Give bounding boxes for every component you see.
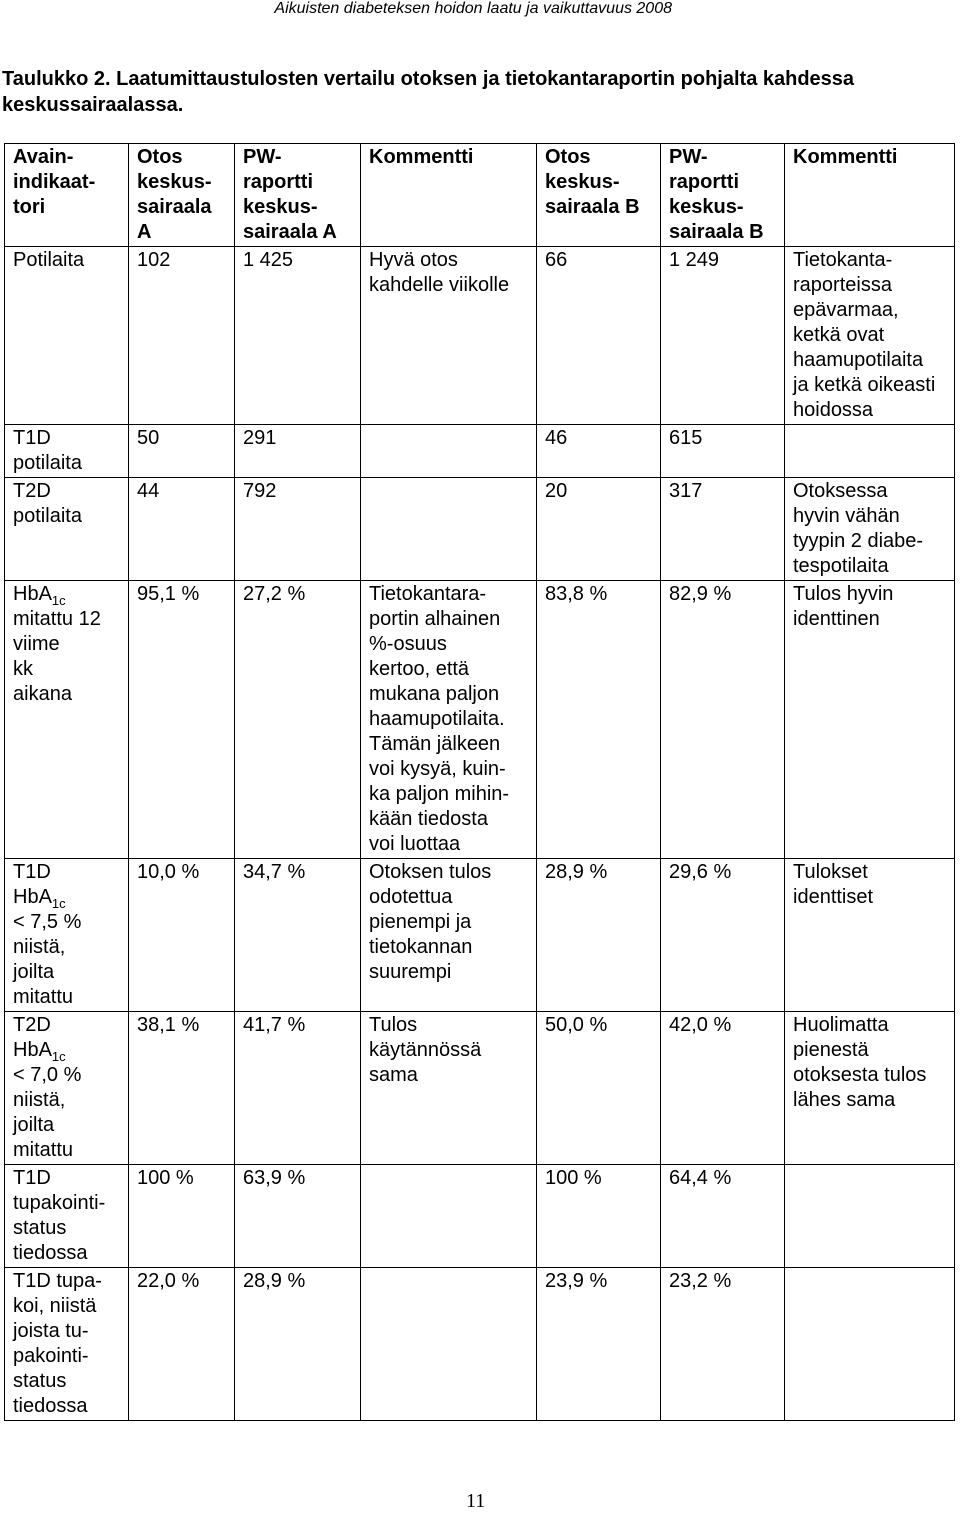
comparison-table: [4, 143, 955, 1421]
pw-report-a-value: 27,2 %: [235, 581, 361, 859]
pw-report-b-value: 1 249: [661, 247, 785, 425]
sample-b-value: 100 %: [537, 1165, 661, 1268]
sample-a-value: 50: [129, 425, 235, 478]
column-header-pw-report-a: PW- raportti keskus- sairaala A: [235, 144, 361, 247]
sample-a-value: 38,1 %: [129, 1012, 235, 1165]
sample-b-value: 66: [537, 247, 661, 425]
comment-a: [361, 1268, 537, 1421]
sample-a-value: 10,0 %: [129, 859, 235, 1012]
table-row: [5, 425, 955, 478]
pw-report-b-value: 42,0 %: [661, 1012, 785, 1165]
pw-report-b-value: 82,9 %: [661, 581, 785, 859]
sample-b-value: 23,9 %: [537, 1268, 661, 1421]
comment-a: [361, 425, 537, 478]
sample-b-value: 20: [537, 478, 661, 581]
running-header: Aikuisten diabeteksen hoidon laatu ja vaikuttavuus 2008: [274, 0, 672, 17]
sample-a-value: 95,1 %: [129, 581, 235, 859]
sample-b-value: 50,0 %: [537, 1012, 661, 1165]
table-row: [5, 247, 955, 425]
comment-b: [785, 1165, 955, 1268]
comment-a: [361, 478, 537, 581]
table-body: [5, 247, 955, 1421]
pw-report-a-value: 28,9 %: [235, 1268, 361, 1421]
table-row: [5, 581, 955, 859]
table-row: [5, 859, 955, 1012]
comment-a: Otoksen tulos odotettua pienempi ja tietokannan suurempi: [361, 859, 537, 1012]
sample-b-value: 28,9 %: [537, 859, 661, 1012]
pw-report-b-value: 29,6 %: [661, 859, 785, 1012]
pw-report-b-value: 317: [661, 478, 785, 581]
comment-b: Tulos hyvin identtinen: [785, 581, 955, 859]
comment-b: Huolimatta pienestä otoksesta tulos lähes sama: [785, 1012, 955, 1165]
indicator-cell: T1D tupa- koi, niistä joista tu- pakointi- status tiedossa: [5, 1268, 129, 1421]
indicator-cell: T2D potilaita: [5, 478, 129, 581]
comment-a: [361, 1165, 537, 1268]
pw-report-a-value: 291: [235, 425, 361, 478]
table-row: [5, 1268, 955, 1421]
sample-b-value: 46: [537, 425, 661, 478]
pw-report-b-value: 23,2 %: [661, 1268, 785, 1421]
pw-report-a-value: 1 425: [235, 247, 361, 425]
column-header-comment-a: Kommentti: [361, 144, 537, 247]
comment-a: Hyvä otos kahdelle viikolle: [361, 247, 537, 425]
sample-a-value: 44: [129, 478, 235, 581]
sample-a-value: 22,0 %: [129, 1268, 235, 1421]
pw-report-b-value: 64,4 %: [661, 1165, 785, 1268]
page-number: 11: [466, 1490, 486, 1512]
column-header-sample-b: Otos keskus- sairaala B: [537, 144, 661, 247]
indicator-cell: HbA$_{1c}$ mitattu 12 viime kk aikana: [5, 581, 129, 859]
indicator-cell: T1D tupakointi- status tiedossa: [5, 1165, 129, 1268]
sample-a-value: 100 %: [129, 1165, 235, 1268]
pw-report-a-value: 34,7 %: [235, 859, 361, 1012]
indicator-cell: T2D HbA$_{1c}$ < 7,0 % niistä, joilta mitattu: [5, 1012, 129, 1165]
table-row: [5, 478, 955, 581]
column-header-sample-a: Otos keskus- sairaala A: [129, 144, 235, 247]
sample-a-value: 102: [129, 247, 235, 425]
comment-b: [785, 1268, 955, 1421]
indicator-cell: Potilaita: [5, 247, 129, 425]
comment-b: Tulokset identtiset: [785, 859, 955, 1012]
comment-a: Tietokantara- portin alhainen %-osuus kertoo, että mukana paljon haamupotilaita. Tämän jälkeen voi kysyä, kuin- ka paljon mihin- kään tiedosta voi luottaa: [361, 581, 537, 859]
comment-a: Tulos käytännössä sama: [361, 1012, 537, 1165]
comment-b: [785, 425, 955, 478]
pw-report-a-value: 63,9 %: [235, 1165, 361, 1268]
comment-b: Tietokanta- raporteissa epävarmaa, ketkä ovat haamupotilaita ja ketkä oikeasti hoidossa: [785, 247, 955, 425]
header-row: [5, 144, 955, 247]
indicator-cell: T1D potilaita: [5, 425, 129, 478]
sample-b-value: 83,8 %: [537, 581, 661, 859]
table-row: [5, 1165, 955, 1268]
comment-b: Otoksessa hyvin vähän tyypin 2 diabe- tespotilaita: [785, 478, 955, 581]
pw-report-b-value: 615: [661, 425, 785, 478]
indicator-cell: T1D HbA$_{1c}$ < 7,5 % niistä, joilta mitattu: [5, 859, 129, 1012]
pw-report-a-value: 41,7 %: [235, 1012, 361, 1165]
pw-report-a-value: 792: [235, 478, 361, 581]
table-row: [5, 1012, 955, 1165]
column-header-pw-report-b: PW- raportti keskus- sairaala B: [661, 144, 785, 247]
table-caption: Taulukko 2. Laatumittaustulosten vertailu otoksen ja tietokantaraportin pohjalta kahdessa keskussairaalassa.: [2, 68, 855, 116]
column-header-comment-b: Kommentti: [785, 144, 955, 247]
column-header-indicator: Avain- indikaat- tori: [5, 144, 129, 247]
